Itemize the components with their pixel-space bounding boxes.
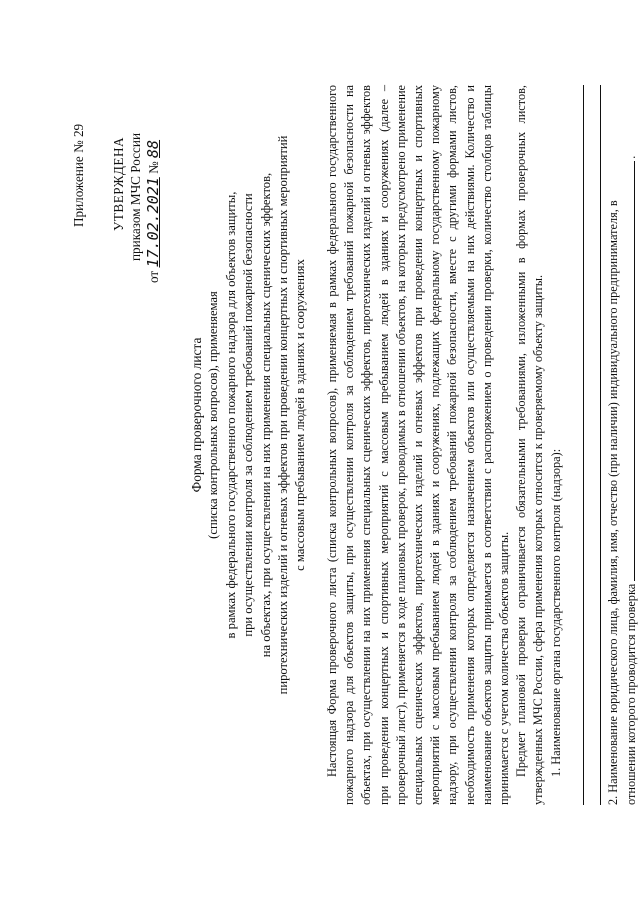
- title-line-1: Форма проверочного листа: [189, 337, 204, 493]
- item-2-line-1: 2. Наименование юридического лица, фамилия, имя, отчество (при наличии) индивидуального предпринимателя, в: [600, 85, 622, 805]
- form-body: [324, 85, 584, 805]
- form-title: [188, 85, 310, 745]
- order-date-line: [145, 77, 163, 283]
- title-line-6: пиротехнических изделий и огневых эффектов при проведении концертных и спортивных мероприятий: [276, 135, 291, 695]
- title-line-7: с массовым пребыванием людей в зданиях и сооружениях: [293, 259, 308, 571]
- number-prefix: №: [145, 161, 161, 174]
- item-2-block: [600, 85, 640, 805]
- title-line-5: на объектах, при осуществлении на них применения специальных сценических эффектов,: [258, 172, 273, 658]
- approval-header: [70, 77, 162, 297]
- title-line-3: в рамках федерального государственного пожарного надзора для объектов защиты,: [223, 191, 238, 639]
- order-line: приказом МЧС России: [128, 132, 144, 261]
- item-1-fill-line: [567, 85, 584, 805]
- title-line-2: (списка контрольных вопросов), применяемая: [206, 291, 221, 539]
- approved-label: УТВЕРЖДЕНА: [110, 136, 126, 231]
- title-line-4: при осуществлении контроля за соблюдением требований пожарной безопасности: [241, 193, 256, 637]
- item-2-text: отношении которого проводится проверка: [624, 583, 639, 805]
- date-prefix: от: [145, 270, 161, 283]
- item-1-authority-name: 1. Наименование органа государственного контроля (надзора):: [548, 448, 563, 777]
- appendix-number: Приложение № 29: [71, 123, 86, 227]
- item-2-fill-line: [622, 161, 635, 581]
- order-date: 17.02.2021: [143, 177, 162, 268]
- subject-paragraph: Предмет плановой проверки ограничивается обязательными требованиями, изложенными в формах проверочных листов, утвержденных МЧС России, сфера применения которых относится к проверяемому объекту защиты.: [514, 85, 546, 805]
- intro-paragraph: Настоящая Форма проверочного листа (списка контрольных вопросов), применяемая в рамках федерального государственного пожарного надзора для объектов защиты, при осуществлении контроля за соблюдением требований пожарной безопасности на объектах, при осуществлении на них применения специальных сценических эффектов, пиротехнических изделий и огневых эффектов при проведении концертных и спортивных мероприятий с массовым пребыванием людей в зданиях и сооружениях (далее – проверочный лист), применяется в ходе плановых проверок, проводимых в отношении объектов, на которых предусмотрено применение специальных сценических эффектов, пиротехнических изделий и огневых эффектов при проведении концертных и спортивных мероприятий с массовым пребыванием людей в зданиях и сооружениях, подлежащих федеральному государственному пожарному надзору, при осуществлении контроля за соблюдением требований пожарной безопасности, вместе с другими формами листов, необходимость применения которых определяется назначением объектов или осуществляемыми на них действиями. Количество и наименование объектов защиты принимается в соответствии с распоряжением о проведении проверки, количество столбцов таблицы принимается с учетом количества объектов защиты.: [325, 85, 512, 805]
- order-number: 88: [143, 139, 162, 159]
- item-2-line-2: [622, 85, 640, 805]
- item-2-end: .: [624, 155, 639, 159]
